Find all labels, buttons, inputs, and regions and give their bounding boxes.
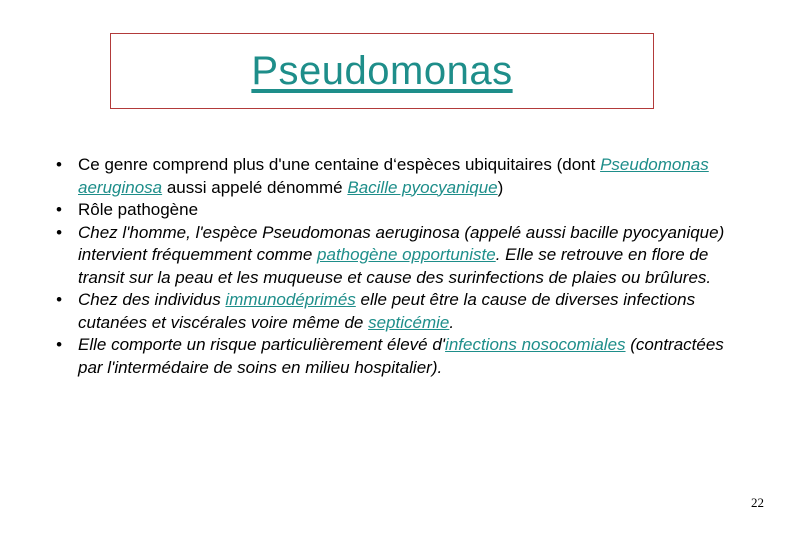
bullet-item: • Elle comporte un risque particulièrement élevé d'infections nosocomiales (contractées par l'intermédaire de soins en milieu hospitalier). <box>52 334 752 379</box>
link-pseudomonas-aeruginosa[interactable]: Pseudomonas aeruginosa <box>78 155 709 197</box>
bullet-item: • Rôle pathogène <box>52 199 752 222</box>
link-bacille-pyocyanique[interactable]: Bacille pyocyanique <box>347 177 498 197</box>
bullet-item: • Chez l'homme, l'espèce Pseudomonas aeruginosa (appelé aussi bacille pyocyanique) intervient fréquemment comme pathogène opportuniste. Elle se retrouve en flore de transit sur la peau et les muqueuse et cause des surinfections de plaies ou brûlures. <box>52 222 752 290</box>
link-septicemie[interactable]: septicémie <box>368 312 450 332</box>
link-infections-nosocomiales[interactable]: infections nosocomiales <box>445 335 626 354</box>
bullet-item: • Ce genre comprend plus d'une centaine d‘espèces ubiquitaires (dont Pseudomonas aeruginosa aussi appelé dénommé Bacille pyocyanique) <box>52 154 752 199</box>
link-immunodeprimes[interactable]: immunodéprimés <box>225 290 356 309</box>
title-box <box>110 33 654 109</box>
link-pathogene-opportuniste[interactable]: pathogène opportuniste <box>317 245 496 264</box>
page-number: 22 <box>751 495 764 510</box>
slide-title: Pseudomonas <box>251 48 513 93</box>
bullet-item: • Chez des individus immunodéprimés elle peut être la cause de diverses infections cutanées et viscérales voire même de septicémie. <box>52 289 752 334</box>
bullet-list <box>52 154 752 379</box>
